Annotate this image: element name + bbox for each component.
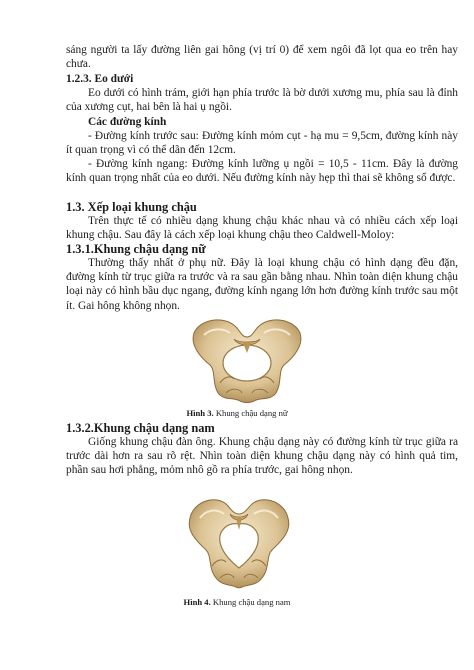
android-pelvis-illustration: [184, 492, 294, 590]
paragraph-xep-loai: Trên thực tế có nhiều dạng khung chậu khác nhau và có nhiều cách xếp loại khung chậu. Sau đây là cách xếp loại khung chậu theo Caldwell-Moloy:: [66, 215, 458, 242]
paragraph-duong-kinh-ngang: - Đường kính ngang: Đường kính lưỡng ụ ngồi = 10,5 - 11cm. Đây là đường kính quan trọng nhất của eo dưới. Nếu đường kính này hẹp thì thai sẽ không sổ được.: [66, 158, 458, 185]
figure-4-text: Khung chậu dạng nam: [210, 597, 291, 607]
paragraph-eo-duoi: Eo dưới có hình trám, giới hạn phía trước là bờ dưới xương mu, phía sau là đỉnh của xương cụt, hai bên là hai ụ ngồi.: [66, 87, 458, 114]
figure-3-text: Khung chậu dạng nữ: [213, 408, 288, 418]
heading-khung-chau-nam: 1.3.2.Khung chậu dạng nam: [66, 421, 215, 435]
heading-duong-kinh: Các đường kính: [88, 116, 167, 128]
figure-4-caption: [0, 597, 474, 608]
figure-4-label: Hình 4.: [183, 597, 211, 607]
heading-xep-loai-khung-chau: 1.3. Xếp loại khung chậu: [66, 200, 197, 214]
figure-3-label: Hình 3.: [186, 408, 214, 418]
paragraph-eo-tren-continuation: sáng người ta lấy đường liên gai hông (vị trí 0) để xem ngôi đã lọt qua eo trên hay chưa.: [66, 44, 458, 71]
paragraph-khung-chau-nam: Giống khung chậu đàn ông. Khung chậu dạng này có đường kính từ trục giữa ra trước dài hơn ra sau rõ rệt. Nhìn toàn diện khung chậu dạng này có hình quả tim, phần sau hơi phẳng, mỏm nhô gồ ra phía trước, gai hông nhọn.: [66, 436, 458, 477]
heading-eo-duoi: 1.2.3. Eo dưới: [66, 73, 134, 85]
heading-khung-chau-nu: 1.3.1.Khung chậu dạng nữ: [66, 242, 206, 256]
paragraph-khung-chau-nu: Thường thấy nhất ở phụ nữ. Đây là loại khung chậu có hình dạng đều đặn, đường kính từ trục giữa ra trước và ra sau gần bằng nhau. Nhìn toàn diện khung chậu loại này có hình bầu dục ngang, đường kính ngang lớn hơn đường kính trước sau một ít. Gai hông không nhọn.: [66, 257, 458, 312]
paragraph-duong-kinh-truoc-sau: - Đường kính trước sau: Đường kính mỏm cụt - hạ mu = 9,5cm, đường kính này ít quan trọng vì có thể dãn đến 12cm.: [66, 130, 458, 157]
figure-3-caption: [0, 408, 474, 419]
gynecoid-pelvis-illustration: [190, 313, 304, 405]
